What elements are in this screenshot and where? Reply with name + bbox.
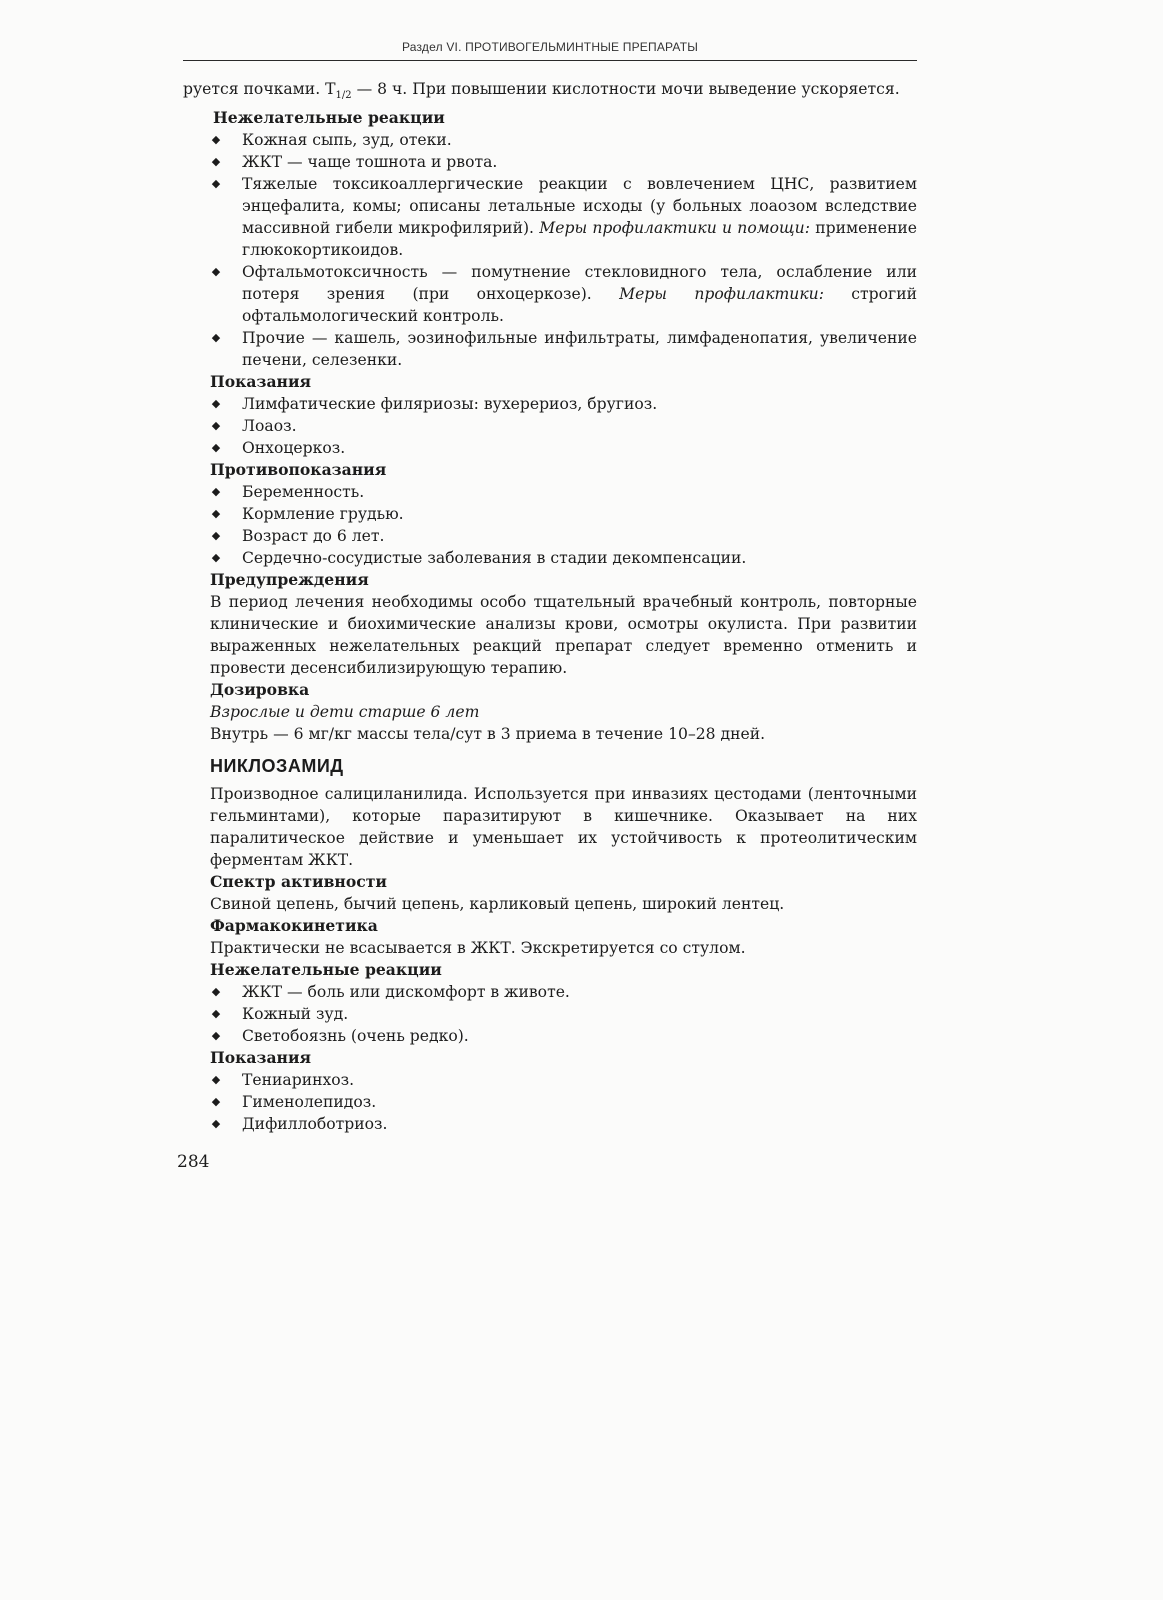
bullet-icon: ◆ (211, 985, 221, 999)
dosage-heading: Дозировка (210, 680, 310, 700)
list-item-text: ЖКТ — чаще тошнота и рвота. (242, 153, 498, 172)
list-item (210, 437, 917, 459)
bullet-icon: ◆ (211, 529, 221, 543)
bullet-icon: ◆ (211, 419, 221, 433)
list-item (210, 481, 917, 503)
bullet-icon: ◆ (211, 331, 221, 345)
list-item (210, 393, 917, 415)
intro-text: руется почками. Т (183, 80, 336, 98)
bullet-icon: ◆ (211, 485, 221, 499)
list-item (210, 1003, 917, 1025)
indications-heading: Показания (210, 372, 312, 392)
continuation-paragraph (183, 78, 917, 107)
list-item (210, 173, 917, 261)
list-item (210, 1113, 917, 1135)
half-life-subscript: 1/2 (335, 90, 352, 102)
bullet-icon: ◆ (211, 265, 221, 279)
list-item-text: Светобоязнь (очень редко). (242, 1027, 469, 1046)
adverse-reactions-heading: Нежелательные реакции (213, 108, 445, 128)
bullet-icon: ◆ (211, 1029, 221, 1043)
bullet-icon: ◆ (211, 155, 221, 169)
list-item-text: Кожная сыпь, зуд, отеки. (242, 131, 452, 150)
list-item-text: ЖКТ — боль или дискомфорт в животе. (242, 983, 570, 1002)
list-item (210, 327, 917, 371)
header-rule (183, 60, 917, 61)
italic-label: Меры профилактики: (619, 285, 824, 304)
spectrum-heading: Спектр активности (210, 872, 387, 892)
list-item-text: Гименолепидоз. (242, 1093, 377, 1112)
indications-list (210, 393, 917, 459)
adverse-reactions-list (210, 129, 917, 371)
intro-text-cont: — 8 ч. При повышении кислотности мочи выведение ускоряется. (351, 80, 900, 98)
list-item (210, 981, 917, 1003)
italic-label: Меры профилактики и помощи: (539, 219, 810, 238)
list-item (210, 1091, 917, 1113)
warnings-heading: Предупреждения (210, 570, 369, 590)
list-item-text: Возраст до 6 лет. (242, 527, 385, 546)
drug-intro-paragraph: Производное салициланилида. Используется при инвазиях цестодами (ленточными гельминтами), которые паразитируют в кишечнике. Оказывает на них паралитическое действие и уменьшает их устойчивость к протеолитическим ферментам ЖКТ. (210, 785, 917, 870)
bullet-icon: ◆ (211, 1007, 221, 1021)
list-item-text: Лимфатические филяриозы: вухерериоз, бругиоз. (242, 395, 658, 414)
bullet-icon: ◆ (211, 177, 221, 191)
list-item-text: Тяжелые токсикоаллергические реакции с вовлечением ЦНС, развитием энцефалита, комы; описаны летальные исходы (у больных лоаозом вследствие массивной гибели микрофилярий). (242, 175, 917, 238)
list-item (210, 151, 917, 173)
bullet-icon: ◆ (211, 507, 221, 521)
bullet-icon: ◆ (211, 133, 221, 147)
spectrum-paragraph: Свиной цепень, бычий цепень, карликовый цепень, широкий лентец. (210, 895, 785, 914)
list-item-text: Тениаринхоз. (242, 1071, 355, 1090)
warnings-paragraph: В период лечения необходимы особо тщательный врачебный контроль, повторные клинические и биохимические анализы крови, осмотры окулиста. При развитии выраженных нежелательных реакций препарат следует временно отменить и провести десенсибилизирующую терапию. (210, 593, 917, 678)
running-head: Раздел VI. ПРОТИВОГЕЛЬМИНТНЫЕ ПРЕПАРАТЫ (401, 40, 699, 54)
drug-title: НИКЛОЗАМИД (210, 756, 344, 777)
bullet-icon: ◆ (211, 551, 221, 565)
contraindications-list (210, 481, 917, 569)
list-item-text: Прочие — кашель, эозинофильные инфильтраты, лимфаденопатия, увеличение печени, селезенки. (242, 329, 917, 370)
contraindications-heading: Противопоказания (210, 460, 387, 480)
niclosamide-indications-list (210, 1069, 917, 1135)
page-number: 284 (177, 1152, 210, 1172)
list-item-text: Онхоцеркоз. (242, 439, 346, 458)
bullet-icon: ◆ (211, 397, 221, 411)
bullet-icon: ◆ (211, 1117, 221, 1131)
list-item-text: Кормление грудью. (242, 505, 404, 524)
pharmacokinetics-paragraph: Практически не всасывается в ЖКТ. Экскретируется со стулом. (210, 939, 746, 958)
list-item-text: Офтальмотоксичность — помутнение стекловидного тела, ослабление или потеря зрения (при онхоцеркозе). (242, 263, 917, 304)
page-body (183, 78, 917, 1135)
dosage-subheading: Взрослые и дети старше 6 лет (210, 703, 480, 722)
list-item-text: применение глюкокортикоидов. (242, 219, 917, 260)
list-item-text: Кожный зуд. (242, 1005, 349, 1024)
list-item-text: Дифиллоботриоз. (242, 1115, 388, 1134)
list-item-text: Беременность. (242, 483, 365, 502)
niclosamide-adverse-heading: Нежелательные реакции (210, 960, 442, 980)
list-item (210, 129, 917, 151)
bullet-icon: ◆ (211, 1095, 221, 1109)
list-item (210, 547, 917, 569)
list-item (210, 1069, 917, 1091)
niclosamide-adverse-list (210, 981, 917, 1047)
list-item-text: Лоаоз. (242, 417, 297, 436)
list-item-text: Сердечно-сосудистые заболевания в стадии декомпенсации. (242, 549, 747, 568)
bullet-icon: ◆ (211, 1073, 221, 1087)
list-item-text: строгий офтальмологический контроль. (242, 285, 917, 326)
list-item (210, 1025, 917, 1047)
list-item (210, 261, 917, 327)
pharmacokinetics-heading: Фармакокинетика (210, 916, 378, 936)
list-item (210, 503, 917, 525)
list-item (210, 525, 917, 547)
list-item (210, 415, 917, 437)
niclosamide-indications-heading: Показания (210, 1048, 312, 1068)
bullet-icon: ◆ (211, 441, 221, 455)
dosage-paragraph: Внутрь — 6 мг/кг массы тела/сут в 3 приема в течение 10–28 дней. (210, 725, 766, 744)
